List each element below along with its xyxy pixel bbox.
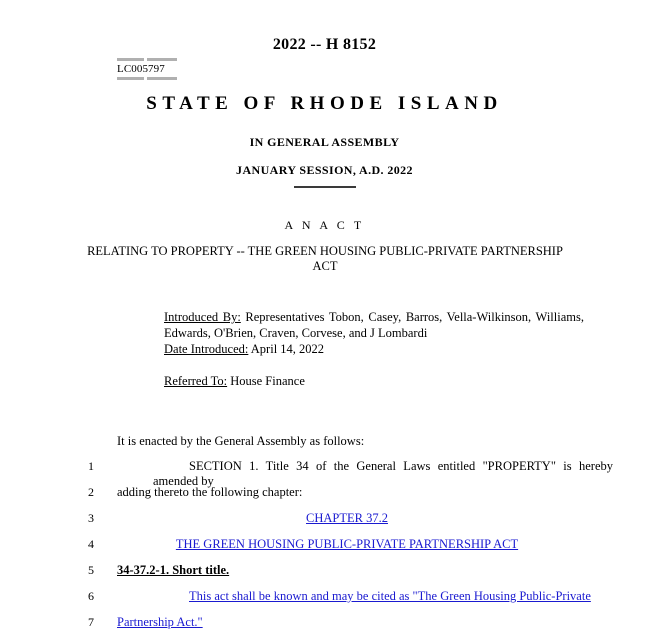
lc-top-decorative-bar bbox=[117, 58, 177, 61]
statute-line-row bbox=[0, 563, 649, 589]
state-heading: STATE OF RHODE ISLAND bbox=[146, 93, 503, 114]
statute-line-row bbox=[0, 511, 649, 537]
line-number: 7 bbox=[88, 615, 94, 629]
line-number: 4 bbox=[88, 537, 94, 551]
statute-line-row bbox=[0, 459, 649, 488]
line-number: 5 bbox=[88, 563, 94, 577]
statute-line-text: CHAPTER 37.2 bbox=[306, 511, 388, 525]
date-introduced-label: Date Introduced: bbox=[164, 342, 249, 356]
introduced-by-label: Introduced By: bbox=[164, 310, 241, 324]
statute-line-text: This act shall be known and may be cited as "The Green Housing Public-Private bbox=[189, 589, 591, 603]
an-act-label: A N A C T bbox=[284, 218, 365, 232]
date-introduced-row bbox=[164, 341, 584, 357]
statute-line-text: Partnership Act." bbox=[117, 615, 203, 629]
line-number: 3 bbox=[88, 511, 94, 525]
session-line: JANUARY SESSION, A.D. 2022 bbox=[236, 163, 413, 177]
statute-line-row bbox=[0, 615, 649, 640]
introduced-by-row bbox=[164, 309, 584, 341]
statute-line-text: THE GREEN HOUSING PUBLIC-PRIVATE PARTNERSHIP ACT bbox=[175, 537, 519, 551]
date-introduced-value: April 14, 2022 bbox=[250, 342, 325, 356]
header-divider-rule bbox=[294, 186, 356, 188]
line-number: 2 bbox=[88, 485, 94, 499]
introduction-block bbox=[164, 309, 584, 389]
enacting-clause: It is enacted by the General Assembly as follows: bbox=[117, 434, 365, 448]
referred-to-row bbox=[164, 373, 584, 389]
statute-line-row bbox=[0, 485, 649, 511]
lc-code-block bbox=[117, 58, 181, 80]
referred-to-label: Referred To: bbox=[164, 374, 228, 388]
numbered-body-lines bbox=[0, 459, 649, 640]
statute-line-text: SECTION 1. Title 34 of the General Laws entitled "PROPERTY" is hereby amended by bbox=[153, 459, 613, 488]
statute-line-row bbox=[0, 537, 649, 563]
lc-code-label: LC005797 bbox=[117, 63, 165, 75]
line-number: 1 bbox=[88, 459, 94, 473]
line-number: 6 bbox=[88, 589, 94, 603]
statute-line-row bbox=[0, 589, 649, 615]
statute-line-text: 34-37.2-1. Short title. bbox=[117, 563, 230, 577]
statute-line-text: adding thereto the following chapter: bbox=[117, 485, 303, 499]
introduced-by-value: Representatives Tobon, Casey, Barros, Vella-Wilkinson, Williams, Edwards, O'Brien, Craven, Corvese, and J Lombardi bbox=[164, 310, 584, 340]
bill-number-title: 2022 -- H 8152 bbox=[272, 36, 377, 53]
referred-to-value: House Finance bbox=[230, 374, 305, 388]
assembly-line: IN GENERAL ASSEMBLY bbox=[249, 135, 400, 149]
lc-bottom-decorative-bar bbox=[117, 77, 177, 80]
bill-subject-title: RELATING TO PROPERTY -- THE GREEN HOUSING PUBLIC-PRIVATE PARTNERSHIP ACT bbox=[87, 244, 563, 273]
